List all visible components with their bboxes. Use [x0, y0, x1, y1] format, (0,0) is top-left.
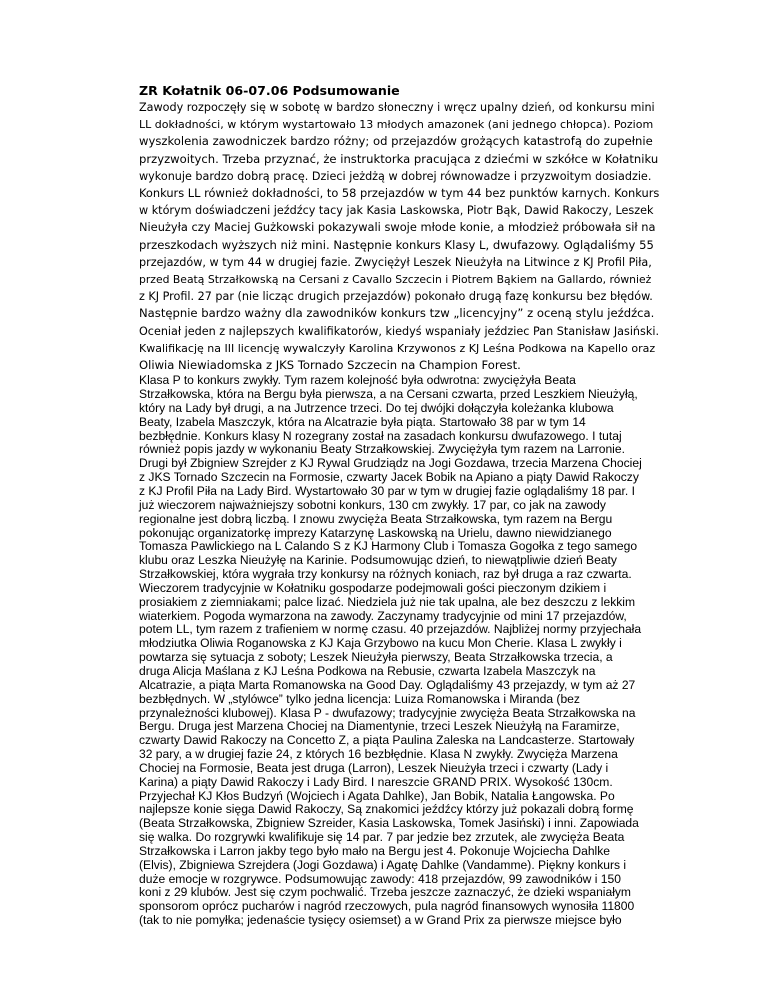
text-line: Strzałkowskiej, która wygrała trzy konkursy na różnych koniach, raz był druga a raz czwarta.: [139, 567, 632, 582]
text-line: prosiakiem z ziemniakami; palce lizać. Niedziela już nie tak upalna, ale bez deszczu z lekkim: [139, 594, 636, 609]
text-line: Drugi był Zbigniew Szrejder z KJ Rywal Grudziądz na Jogi Gozdawa, trzecia Marzena Chociej: [139, 456, 642, 471]
text-line: (tak to nie pomyłka; jedenaście tysięcy osiemset) a w Grand Prix za pierwsze miejsce było: [139, 913, 622, 928]
text-line: Wieczorem tradycyjnie w Kołatniku gospodarze podejmowali gości pieczonym dzikiem i: [139, 580, 607, 595]
document-page: [139, 82, 659, 928]
text-line: (Beata Strzałkowska, Zbigniew Szreider, Kasia Laskowska, Tomek Jasiński) i inni. Zapowiada: [139, 816, 639, 831]
text-line: Nieużyła czy Maciej Gużkowski pokazywali swoje młode konie, a młodzież próbowała sił na: [139, 220, 656, 235]
text-line: z KJ Profil. 27 par (nie licząc drugich przejazdów) pokonało drugą fazę konkursu bez błędów.: [139, 290, 653, 304]
text-line: duże emocje w rozgrywce. Podsumowując zawody: 418 przejazdów, 99 zawodników i 150: [139, 871, 621, 886]
text-line: Beaty, Izabela Maszczyk, która na Alcatrazie była piąta. Startowało 38 par w tym 14: [139, 414, 586, 429]
text-line: (Elvis), Zbigniewa Szrejdera (Jogi Gozdawa) i Agatę Dahlke (Vandamme). Piękny konkurs i: [139, 857, 627, 872]
text-line: Klasa P to konkurs zwykły. Tym razem kolejność była odwrotna: zwyciężyła Beata: [139, 373, 576, 388]
text-line: 32 pary, a w drugiej fazie 24, z których 16 bezbłędnie. Klasa N zwykły. Zwycięża Marzena: [139, 747, 618, 762]
text-line: przyzwoitych. Trzeba przyznać, że instruktorka pracująca z dziećmi w szkółce w Kołatniku: [139, 151, 659, 166]
text-line: z JKS Tornado Szczecin na Formosie, czwarty Jacek Bobik na Apiano a piąty Dawid Rakoczy: [139, 470, 639, 485]
text-line: Przyjechał KJ Kłos Budzyń (Wojciech i Agata Dahlke), Jan Bobik, Natalia Łangowska. Po: [139, 788, 615, 803]
text-line: klubu oraz Leszka Nieużyłę na Karinie. Podsumowując dzień, to niewątpliwie dzień Beaty: [139, 553, 617, 568]
text-line: wiaterkiem. Pogoda wymarzona na zawody. Zaczynamy tradycyjnie od mini 17 przejazdów,: [139, 608, 627, 623]
text-line: z KJ Profil Piła na Lady Bird. Wystartowało 30 par w tym w drugiej fazie oglądaliśmy 18 par. I: [139, 484, 635, 498]
text-line: Bergu. Druga jest Marzena Chociej na Diamentynie, trzeci Leszek Nieużyłą na Faramirze,: [139, 719, 620, 734]
text-line: przynależności klubowej). Klasa P - dwufazowy; tradycyjnie zwycięża Beata Strzałkowska na: [139, 705, 636, 720]
text-line: bezbłędnych. W „stylówce” tylko jedna licencja: Luiza Romanowska i Miranda (bez: [139, 691, 580, 706]
text-line: przeszkodach wyższych niż mini. Następnie konkurs Klasy L, dwufazowy. Oglądaliśmy 55: [139, 237, 654, 252]
text-line: przejazdów, w tym 44 w drugiej fazie. Zwyciężył Leszek Nieużyła na Litwince z KJ Profil Piła,: [139, 255, 652, 269]
text-line: Strzałkowska i Larron jakby tego było mało na Bergu jest 4. Pokonuje Wojciecha Dahlke: [139, 843, 611, 858]
text-line: Zawody rozpoczęły się w sobotę w bardzo słoneczny i wręcz upalny dzień, od konkursu mini: [139, 101, 655, 114]
text-line: się walka. Do rozgrywki kwalifikuje się 14 par. 7 par jedzie bez zrzutek, ale zwycięża Beata: [139, 830, 625, 845]
text-line: Oceniał jeden z najlepszych kwalifikatorów, kiedyś wspaniały jeździec Pan Stanisław Jasiński.: [139, 324, 659, 338]
text-line: wykonuje bardzo dobrą pracę. Dzieci jeżdżą w dobrej równowadze i przyzwoitym dosiadzie.: [139, 169, 652, 183]
text-line: Chociej na Formosie, Beata jest druga (Larron), Leszek Nieużyła trzeci i czwarty (Lady i: [139, 760, 609, 775]
paragraph-saturday-intro: [139, 99, 659, 374]
text-line: LL dokładności, w którym wystartowało 13 młodych amazonek (ani jednego chłopca). Poziom: [139, 118, 654, 132]
text-line: przed Beatą Strzałkowską na Cersani z Cavallo Szczecin i Piotrem Bąkiem na Gallardo, również: [139, 273, 652, 287]
text-line: bezbłędnie. Konkurs klasy N rozegrany został na zasadach konkursu dwufazowego. I tutaj: [139, 428, 622, 443]
text-line: Kwalifikację na III licencję wywalczyły Karolina Krzywonos z KJ Leśna Podkowa na Kapello oraz: [139, 341, 656, 355]
text-line: wyszkolenia zawodniczek bardzo różny; od przejazdów grożących katastrofą do zupełnie: [139, 134, 653, 149]
text-line: już wieczorem najważniejszy sobotni konkurs, 130 cm zwykły. 17 par, co jak na zawody: [139, 497, 606, 512]
text-line: najlepsze konie sięga Dawid Rakoczy, Są znakomici jeźdźcy którzy już pokazali dobrą formę: [139, 802, 634, 817]
text-line: potem LL, tym razem z trafieniem w normę czasu. 40 przejazdów. Najbliżej normy przyjechała: [139, 622, 642, 637]
text-line: Następnie bardzo ważny dla zawodników konkurs tzw „licencyjny” z oceną stylu jeźdźca.: [139, 306, 655, 321]
text-line: Tomasza Pawlickiego na L Calando S z KJ Harmony Club i Tomasza Gogołka z tego samego: [139, 539, 638, 554]
text-line: Oliwia Niewiadomska z JKS Tornado Szczecin na Champion Forest.: [139, 358, 521, 373]
text-line: koni z 29 klubów. Jest się czym pochwalić. Trzeba jeszcze zaznaczyć, że dzieki wspaniałym: [139, 885, 632, 900]
text-line: pokonując organizatorkę imprezy Katarzynę Laskowską na Urielu, dawno niewidzianego: [139, 525, 612, 540]
text-line: regionalne jest dobrą liczbą. I znowu zwycięża Beata Strzałkowska, tym razem na Bergu: [139, 511, 613, 526]
text-line: Konkurs LL również dokładności, to 58 przejazdów w tym 44 bez punktów karnych. Konkurs: [139, 186, 660, 201]
text-line: powtarza się sytuacja z soboty; Leszek Nieużyła pierwszy, Beata Strzałkowska trzecia, a: [139, 650, 613, 665]
text-line: Alcatrazie, a piąta Marta Romanowska na Good Day. Oglądaliśmy 43 przejazdy, w tym aż 27: [139, 677, 636, 692]
text-line: w którym doświadczeni jeźdźcy tacy jak Kasia Laskowska, Piotr Bąk, Dawid Rakoczy, Leszek: [139, 204, 654, 218]
text-line: również popis jazdy w wykonaniu Beaty Strzałkowskiej. Zwyciężyła tym razem na Larronie.: [139, 442, 625, 457]
text-line: który na Lady był drugi, a na Jutrzence trzeci. Do tej dwójki dołączyła koleżanka klubowa: [139, 400, 614, 415]
paragraph-results-summary: [139, 374, 659, 928]
text-line: młodziutka Oliwia Roganowska z KJ Kaja Grzybowo na kucu Mon Cherie. Klasa L zwykły i: [139, 636, 622, 651]
text-line: Karina) a piąty Dawid Rakoczy i Lady Bird. I nareszcie GRAND PRIX. Wysokość 130cm.: [139, 774, 613, 789]
text-line: sponsorom oprócz pucharów i nagród rzeczowych, pula nagród finansowych wynosiła 11800: [139, 899, 635, 914]
document-title: ZR Kołatnik 06-07.06 Podsumowanie: [139, 83, 400, 98]
text-line: czwarty Dawid Rakoczy na Concetto Z, a piąta Paulina Zaleska na Landcasterze. Startowały: [139, 733, 635, 748]
text-line: Strzałkowska, która na Bergu była pierwsza, a na Cersani czwarta, przed Leszkiem Nieużyłą,: [139, 387, 638, 402]
text-line: druga Alicja Maślana z KJ Leśna Podkowa na Rebusie, czwarta Izabela Maszczyk na: [139, 663, 596, 678]
